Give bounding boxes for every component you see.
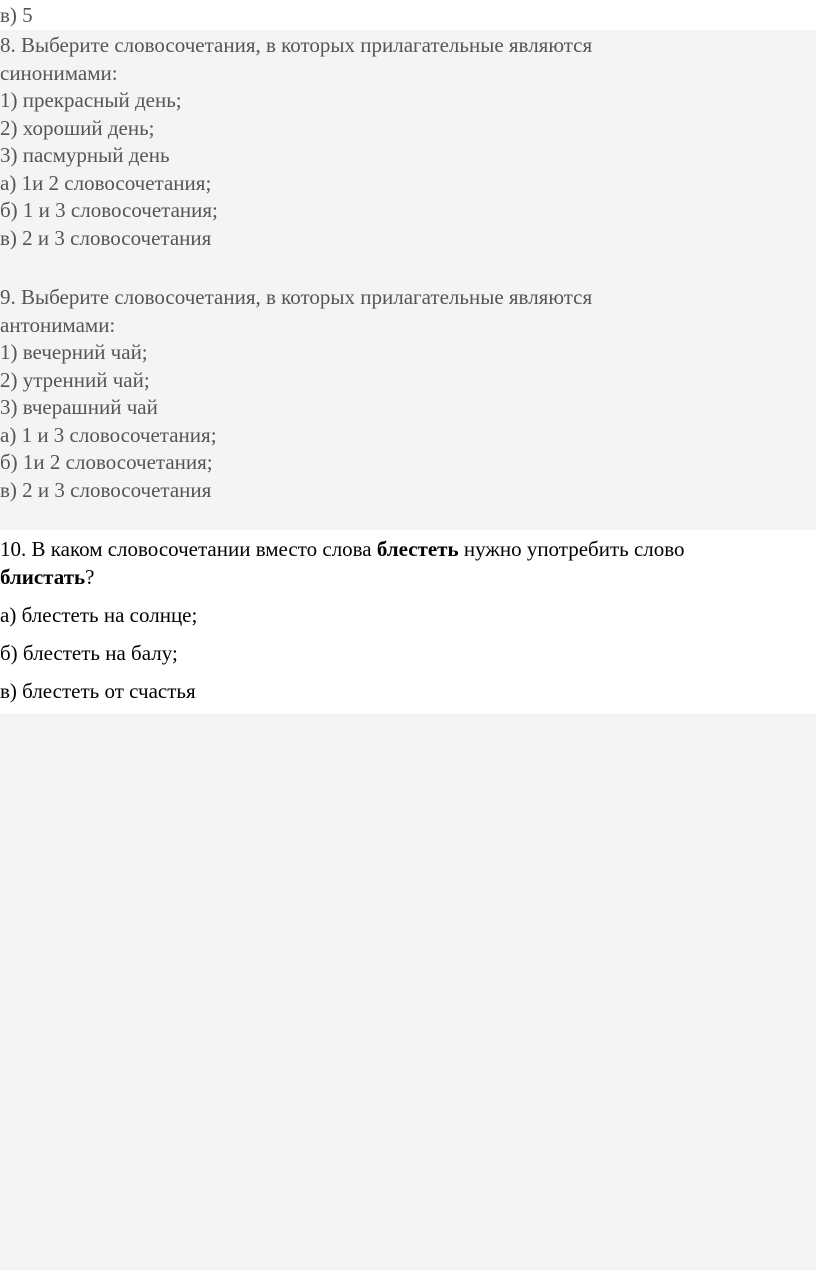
question-10-word-blestet: блестеть: [376, 537, 459, 561]
question-8-title-continuation: синонимами:: [0, 60, 118, 85]
question-9-title: 9. Выберите словосочетания, в которых прилагательные являются: [0, 285, 593, 309]
question-10-option-a: а) блестеть на солнце;: [0, 603, 198, 627]
question-9-item: 2) утренний чай;: [0, 367, 150, 392]
question-10-prefix: 10. В каком словосочетании вместо слова: [0, 537, 377, 561]
question-9-item: 1) вечерний чай;: [0, 340, 148, 364]
question-9-option-c: в) 2 и 3 словосочетания: [0, 477, 212, 502]
question-9-option-a: а) 1 и 3 словосочетания;: [0, 422, 217, 447]
question-10-title: [0, 536, 685, 563]
question-10-option-b: б) блестеть на балу;: [0, 641, 178, 665]
question-10: [0, 530, 816, 714]
question-10-word-blistat: блистать: [0, 565, 86, 589]
question-9-item: 3) вчерашний чай: [0, 395, 158, 419]
question-8-option-c: в) 2 и 3 словосочетания: [0, 225, 212, 250]
question-10-option-c: в) блестеть от счастья: [0, 679, 196, 703]
question-8-item: 1) прекрасный день;: [0, 88, 182, 112]
question-10-middle: нужно употребить слово: [458, 537, 685, 561]
question-10-title-continuation: [0, 564, 94, 591]
question-8-title: 8. Выберите словосочетания, в которых прилагательные являются: [0, 33, 593, 57]
question-10-suffix: ?: [85, 565, 95, 589]
question-8: [0, 32, 816, 252]
question-9: [0, 284, 816, 504]
top-strip: [0, 0, 816, 30]
question-8-item: 3) пасмурный день: [0, 143, 170, 167]
question-9-option-b: б) 1и 2 словосочетания;: [0, 450, 213, 474]
question-8-option-b: б) 1 и 3 словосочетания;: [0, 198, 218, 222]
previous-answer-option: в) 5: [0, 3, 33, 27]
question-9-title-continuation: антонимами:: [0, 312, 116, 337]
question-8-option-a: а) 1и 2 словосочетания;: [0, 170, 212, 195]
question-8-item: 2) хороший день;: [0, 115, 155, 140]
